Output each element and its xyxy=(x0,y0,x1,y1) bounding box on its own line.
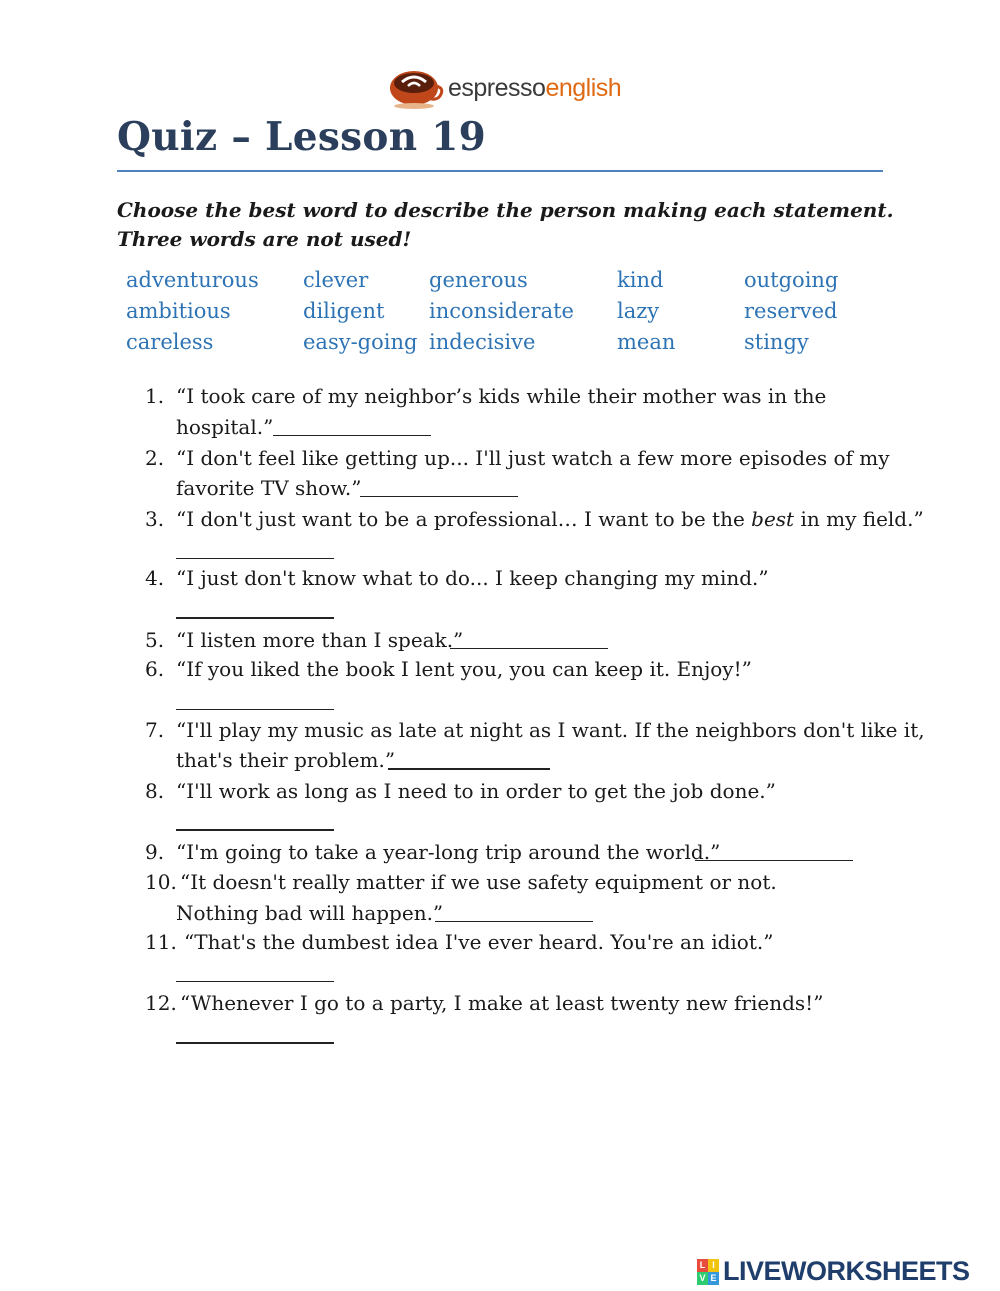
word-bank-item: generous xyxy=(429,268,528,292)
question-number: 8. xyxy=(145,779,165,803)
word-bank-item: careless xyxy=(126,330,214,354)
answer-blank[interactable] xyxy=(176,981,334,982)
question-text: that's their problem.” xyxy=(176,748,396,772)
question-text: “I listen more than I speak.” xyxy=(176,628,464,652)
word-bank-item: stingy xyxy=(744,330,809,354)
word-bank-item: reserved xyxy=(744,299,838,323)
espresso-english-logo xyxy=(388,66,621,110)
liveworksheets-footer xyxy=(697,1256,970,1287)
word-bank-item: inconsiderate xyxy=(429,299,574,323)
word-bank-item: lazy xyxy=(617,299,660,323)
question-number: 6. xyxy=(145,657,165,681)
question-text: “That's the dumbest idea I've ever heard. You're an idiot.” xyxy=(184,930,774,954)
instructions: Choose the best word to describe the person making each statement. Three words are not used! xyxy=(117,198,894,251)
answer-blank[interactable] xyxy=(695,860,853,861)
question-number: 2. xyxy=(145,446,165,470)
answer-blank[interactable] xyxy=(360,496,518,497)
logo-text: espressoenglish xyxy=(448,73,622,102)
liveworksheets-logo-icon: L I V E xyxy=(697,1259,719,1285)
word-bank-item: adventurous xyxy=(126,268,259,292)
answer-blank[interactable] xyxy=(435,921,593,922)
answer-blank[interactable] xyxy=(176,617,334,619)
question-text: “I'll play my music as late at night as I want. If the neighbors don't like it, xyxy=(176,718,925,742)
question-text: Nothing bad will happen.” xyxy=(176,901,444,925)
word-bank-item: easy-going xyxy=(303,330,418,354)
word-bank-item: outgoing xyxy=(744,268,839,292)
word-bank xyxy=(126,268,886,360)
answer-blank[interactable] xyxy=(273,435,431,436)
word-bank-item: ambitious xyxy=(126,299,231,323)
title-divider xyxy=(117,170,883,172)
word-bank-item: mean xyxy=(617,330,676,354)
question-number: 7. xyxy=(145,718,165,742)
question-text: “Whenever I go to a party, I make at least twenty new friends!” xyxy=(180,991,824,1015)
answer-blank[interactable] xyxy=(388,768,550,770)
question-number: 12. xyxy=(145,991,177,1015)
question-text: favorite TV show.” xyxy=(176,476,362,500)
question-number: 11. xyxy=(145,930,177,954)
question-text: “I'm going to take a year-long trip around the world.” xyxy=(176,840,721,864)
question-text: “I don't feel like getting up... I'll just watch a few more episodes of my xyxy=(176,446,890,470)
question-text: “It doesn't really matter if we use safety equipment or not. xyxy=(180,870,777,894)
question-text: “I took care of my neighbor’s kids while their mother was in the xyxy=(176,384,827,408)
word-bank-item: indecisive xyxy=(429,330,536,354)
question-text: hospital.” xyxy=(176,415,274,439)
answer-blank[interactable] xyxy=(176,709,334,710)
answer-blank[interactable] xyxy=(176,1042,334,1044)
footer-brand: LIVEWORKSHEETS xyxy=(723,1256,970,1286)
word-bank-item: diligent xyxy=(303,299,385,323)
answer-blank[interactable] xyxy=(450,648,608,649)
question-text: “I'll work as long as I need to in order to get the job done.” xyxy=(176,779,776,803)
word-bank-item: kind xyxy=(617,268,664,292)
question-number: 10. xyxy=(145,870,177,894)
question-number: 1. xyxy=(145,384,165,408)
question-number: 9. xyxy=(145,840,165,864)
question-text: “I don't just want to be a professional… I want to be the best in my field.” xyxy=(176,507,924,531)
question-number: 5. xyxy=(145,628,165,652)
coffee-cup-icon xyxy=(388,66,446,110)
page-title: Quiz – Lesson 19 xyxy=(117,114,487,160)
word-bank-item: clever xyxy=(303,268,369,292)
question-number: 4. xyxy=(145,566,165,590)
answer-blank[interactable] xyxy=(176,829,334,831)
answer-blank[interactable] xyxy=(176,558,334,559)
question-text: “If you liked the book I lent you, you can keep it. Enjoy!” xyxy=(176,657,752,681)
question-text: “I just don't know what to do... I keep changing my mind.” xyxy=(176,566,769,590)
question-number: 3. xyxy=(145,507,165,531)
